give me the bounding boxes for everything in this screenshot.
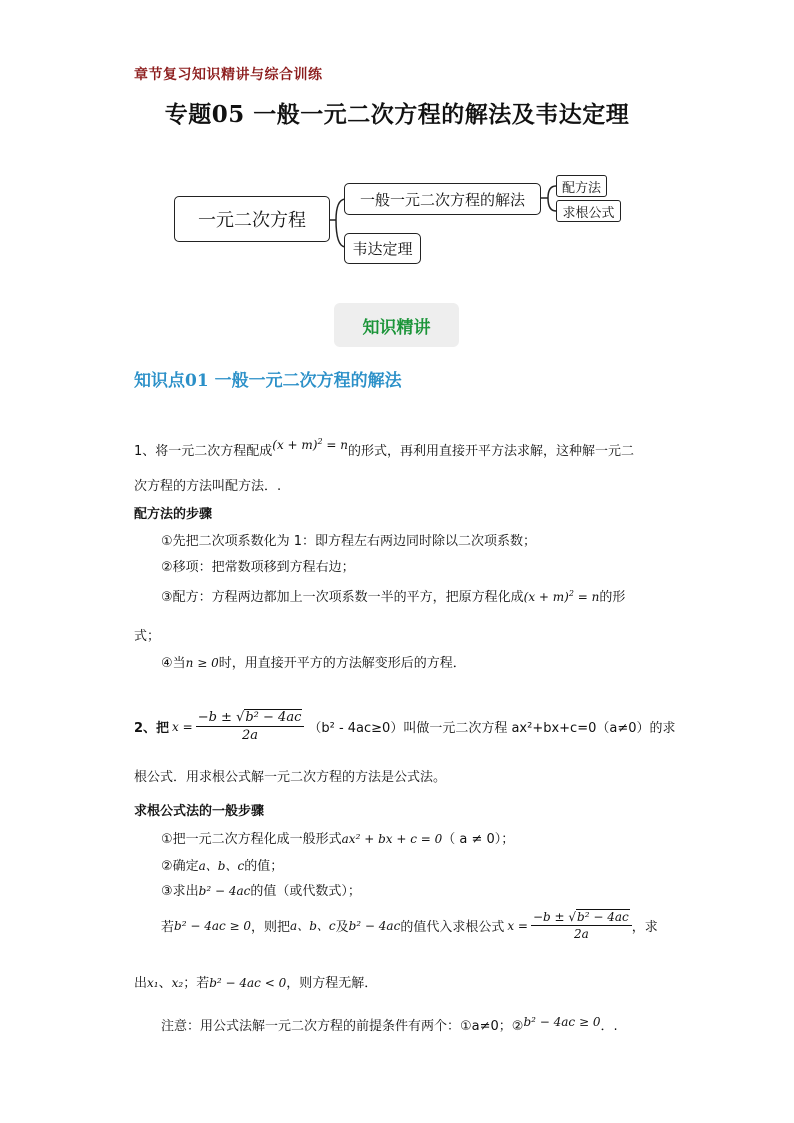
mindmap-root: 一元二次方程 bbox=[174, 196, 330, 242]
formula-method-step-3: ③求出b² − 4ac的值（或代数式）； bbox=[161, 884, 361, 899]
formula-method-condition: 若 b² − 4ac ≥ 0 ，则把 a、b、c 及 b² − 4ac 的值代入求根公式 x = $\frac{\text{−b ± √b² − 4ac}}{2a}$ ，求 bbox=[161, 910, 658, 941]
p1-suffix: 的形式，再利用直接开平方法求解，这种解一元二 bbox=[348, 444, 635, 459]
formula-method-step-2: ②确定a、b、c的值； bbox=[161, 859, 284, 874]
quadratic-formula-fraction: $\frac{\text{−b ± √b² − 4ac}}{2a}$ bbox=[196, 710, 305, 743]
completing-square-heading: 配方法的步骤 bbox=[134, 507, 213, 522]
paragraph-2: 2、把 x = $\frac{\text{−b ± √b² − 4ac}}{2a}$ （b² - 4ac≥0）叫做一元二次方程 ax²+bx+c=0（a≠0）的求 bbox=[134, 710, 676, 743]
mindmap-branch-solutions: 一般一元二次方程的解法 bbox=[344, 183, 541, 215]
chapter-label: 章节复习知识精讲与综合训练 bbox=[134, 67, 323, 83]
completing-square-step-4: ④当n ≥ 0时，用直接开平方的方法解变形后的方程． bbox=[161, 656, 466, 671]
completing-square-step-2: ②移项：把常数项移到方程右边； bbox=[161, 560, 355, 575]
formula-method-outcome: 出x₁、x₂；若b² − 4ac < 0，则方程无解． bbox=[134, 976, 378, 991]
step3-formula: $(x + m)^2 = n$ bbox=[523, 589, 600, 604]
note: 注意：用公式法解一元二次方程的前提条件有两个：①a≠0；②b² − 4ac ≥ 0．. bbox=[161, 1015, 618, 1034]
mindmap-leaf-quadratic-formula: 求根公式 bbox=[556, 200, 621, 222]
section-badge: 知识精讲 bbox=[334, 303, 459, 347]
p1-prefix: 1、将一元二次方程配成 bbox=[134, 444, 273, 459]
completing-square-step-3: ③配方：方程两边都加上一次项系数一半的平方，把原方程化成$(x + m)^2 = n$的形 bbox=[161, 589, 626, 605]
page-title: 专题05 一般一元二次方程的解法及韦达定理 bbox=[164, 101, 630, 128]
mindmap-branch-vieta: 韦达定理 bbox=[344, 233, 421, 264]
p1-formula: $(x + m)^2 = n$ bbox=[272, 437, 348, 452]
completing-square-step-1: ①先把二次项系数化为 1：即方程左右两边同时除以二次项系数； bbox=[161, 534, 537, 549]
mindmap-leaf-completing-square: 配方法 bbox=[556, 175, 607, 197]
paragraph-1-line2: 次方程的方法叫配方法．. bbox=[134, 479, 282, 494]
condition-formula-fraction: $\frac{\text{−b ± √b² − 4ac}}{2a}$ bbox=[531, 910, 632, 941]
paragraph-2-line2: 根公式．用求根公式解一元二次方程的方法是公式法。 bbox=[134, 770, 447, 785]
completing-square-step-3-line2: 式； bbox=[134, 629, 161, 644]
knowledge-point-title: 知识点01 一般一元二次方程的解法 bbox=[134, 371, 402, 391]
formula-method-heading: 求根公式法的一般步骤 bbox=[134, 804, 265, 819]
formula-method-step-1: ①把一元二次方程化成一般形式ax² + bx + c = 0（ a ≠ 0）； bbox=[161, 832, 515, 847]
paragraph-1 bbox=[134, 437, 635, 459]
